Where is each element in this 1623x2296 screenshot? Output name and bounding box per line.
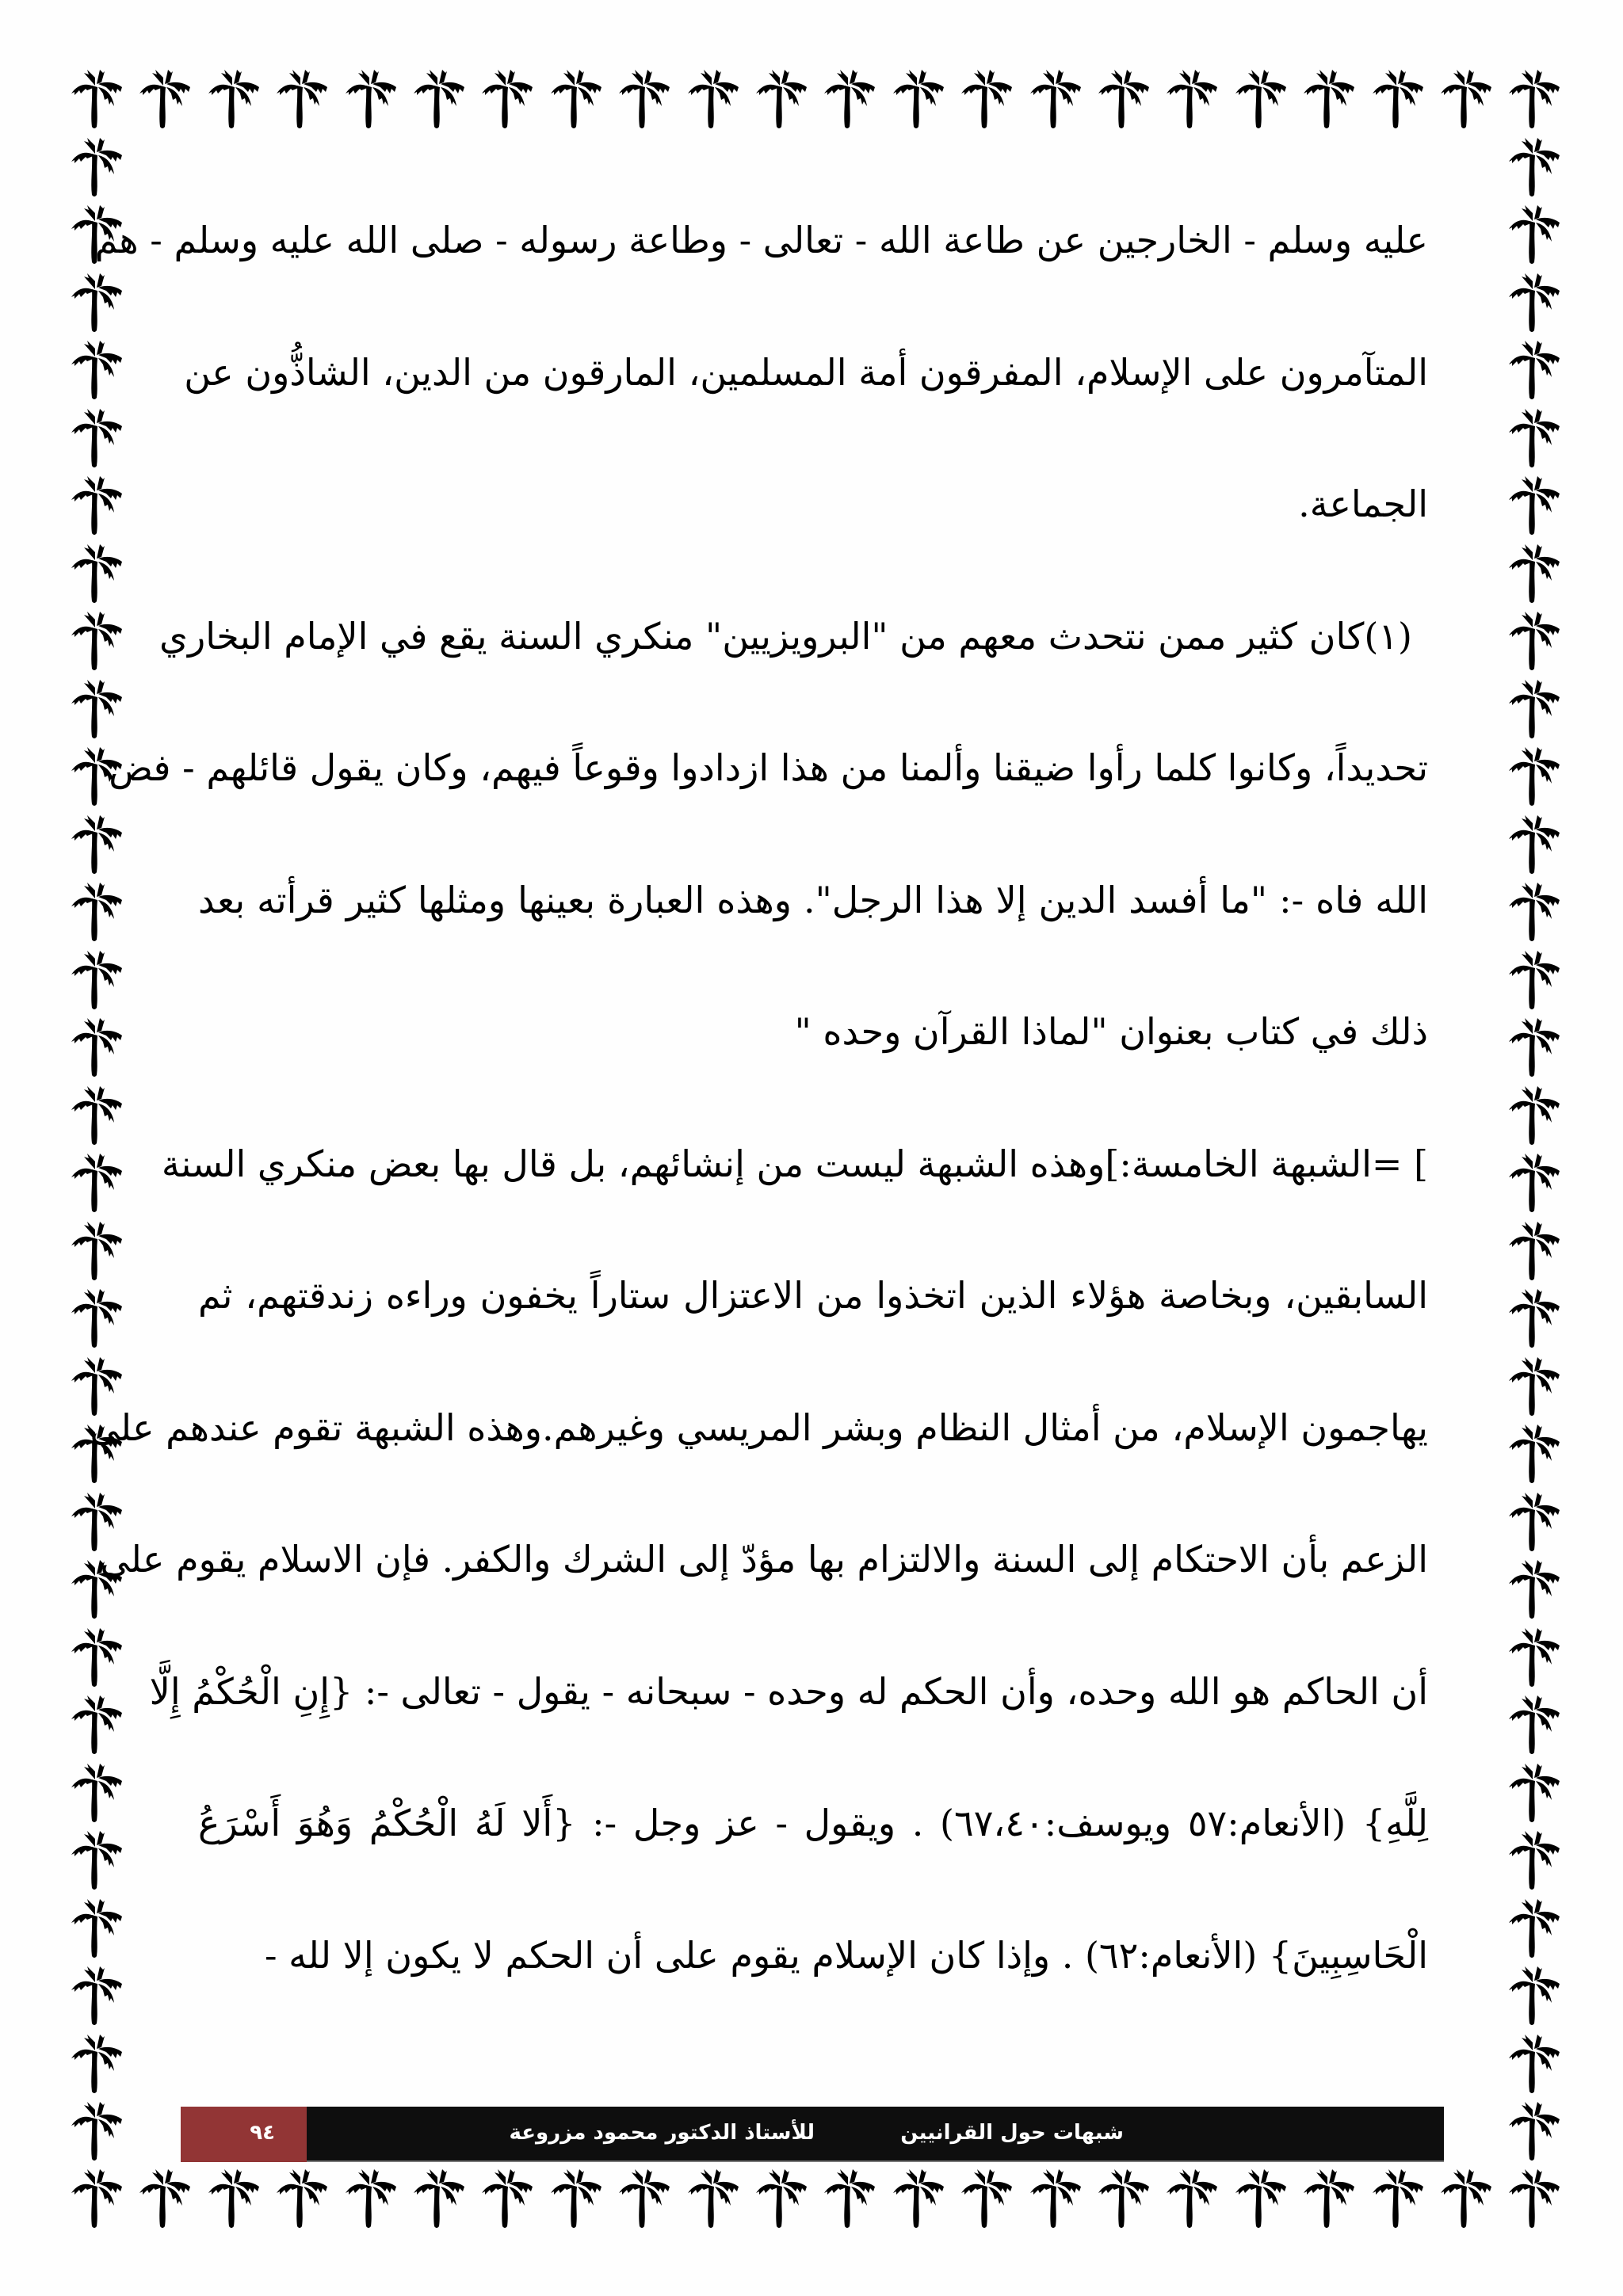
palm-tree-icon: [68, 339, 125, 401]
palm-tree-icon: [753, 68, 810, 130]
palm-tree-icon: [1506, 2033, 1563, 2095]
palm-tree-icon: [1506, 1897, 1563, 1959]
palm-tree-icon: [68, 2033, 125, 2095]
palm-tree-icon: [273, 68, 330, 130]
palm-tree-icon: [342, 2168, 399, 2229]
palm-tree-icon: [1506, 1016, 1563, 1078]
palm-tree-icon: [1163, 68, 1220, 130]
palm-tree-icon: [1506, 1762, 1563, 1824]
palm-tree-icon: [1506, 68, 1563, 130]
palm-tree-icon: [68, 475, 125, 536]
palm-tree-icon: [68, 949, 125, 1011]
palm-tree-icon: [411, 68, 468, 130]
palm-tree-icon: [1506, 678, 1563, 740]
palm-tree-icon: [616, 68, 673, 130]
palm-tree-icon: [548, 68, 605, 130]
palm-tree-icon: [68, 1694, 125, 1756]
palm-tree-icon: [821, 68, 878, 130]
palm-tree-icon: [68, 881, 125, 943]
palm-tree-icon: [273, 2168, 330, 2229]
palm-tree-icon: [1163, 2168, 1220, 2229]
palm-tree-icon: [1506, 1287, 1563, 1349]
palm-tree-icon: [68, 1627, 125, 1688]
palm-tree-icon: [1506, 1558, 1563, 1620]
palm-tree-icon: [68, 1152, 125, 1214]
palm-tree-icon: [1300, 68, 1358, 130]
text-line: الجماعة.: [1298, 482, 1428, 525]
palm-tree-icon: [1506, 1965, 1563, 2027]
quran-quote-line: لِلَّهِ} (الأنعام:٥٧ ويوسف:٦٧،٤٠) . ويقول - عز وجل -: {أَلا لَهُ الْحُكْمُ وَهُوَ أَسْرَعُ: [198, 1802, 1429, 1844]
palm-tree-icon: [1506, 746, 1563, 807]
palm-tree-icon: [890, 68, 947, 130]
palm-tree-icon: [548, 2168, 605, 2229]
palm-tree-icon: [1369, 68, 1426, 130]
palm-tree-icon: [68, 1829, 125, 1891]
palm-tree-icon: [1438, 68, 1495, 130]
palm-tree-icon: [1506, 1627, 1563, 1688]
text-line: عليه وسلم - الخارجين عن طاعة الله - تعالى - وطاعة رسوله - صلى الله عليه وسلم - هم: [94, 219, 1428, 261]
palm-tree-icon: [68, 1762, 125, 1824]
palm-tree-icon: [1506, 1356, 1563, 1417]
text-line: الزعم بأن الاحتكام إلى السنة والالتزام بها مؤدّ إلى الشرك والكفر. فإن الاسلام يقوم على: [100, 1538, 1428, 1581]
palm-tree-icon: [411, 2168, 468, 2229]
palm-tree-icon: [958, 68, 1015, 130]
palm-tree-icon: [1027, 68, 1084, 130]
footer-book-title: شبهات حول القرانيين: [900, 2121, 1124, 2145]
palm-tree-icon: [1506, 543, 1563, 605]
palm-tree-icon: [1027, 2168, 1084, 2229]
palm-tree-icon: [1095, 2168, 1152, 2229]
palm-tree-icon: [205, 68, 262, 130]
page-number: ٩٤: [181, 2107, 307, 2162]
palm-tree-icon: [68, 543, 125, 605]
palm-tree-icon: [1506, 339, 1563, 401]
palm-tree-icon: [68, 68, 125, 130]
text-line: تحديداً، وكانوا كلما رأوا ضيقنا وألمنا من هذا ازدادوا وقوعاً فيهم، وكان يقول قائلهم - فض: [109, 746, 1428, 789]
text-line: السابقين، وبخاصة هؤلاء الذين اتخذوا من الاعتزال ستاراً يخفون وراءه زندقتهم، ثم: [198, 1274, 1428, 1317]
palm-tree-icon: [1506, 407, 1563, 469]
palm-tree-icon: [1506, 1491, 1563, 1553]
page-footer: [181, 2107, 1444, 2162]
footer-author: للأستاذ الدكتور محمود مزروعة: [509, 2121, 815, 2145]
palm-tree-icon: [1506, 1829, 1563, 1891]
palm-tree-icon: [342, 68, 399, 130]
palm-tree-icon: [479, 2168, 536, 2229]
palm-tree-icon: [1506, 1220, 1563, 1282]
palm-tree-icon: [1506, 814, 1563, 875]
palm-tree-icon: [1506, 1152, 1563, 1214]
text-line: أن الحاكم هو الله وحده، وأن الحكم له وحده - سبحانه - يقول - تعالى -: {إِنِ الْحُكْمُ إِلَّا: [149, 1669, 1428, 1713]
palm-tree-icon: [1506, 881, 1563, 943]
palm-tree-icon: [1506, 610, 1563, 672]
palm-tree-icon: [1300, 2168, 1358, 2229]
palm-tree-icon: [1506, 136, 1563, 198]
palm-tree-icon: [1506, 475, 1563, 536]
body-text: [90, 174, 1429, 2021]
palm-tree-icon: [1095, 68, 1152, 130]
palm-tree-icon: [68, 610, 125, 672]
palm-tree-icon: [616, 2168, 673, 2229]
palm-tree-icon: [958, 2168, 1015, 2229]
palm-tree-icon: [68, 1965, 125, 2027]
text-line: الله فاه -: "ما أفسد الدين إلا هذا الرجل". وهذه العبارة بعينها ومثلها كثير قرأته بعد: [198, 878, 1428, 921]
palm-tree-icon: [68, 1085, 125, 1146]
palm-tree-icon: [136, 68, 193, 130]
palm-tree-icon: [68, 407, 125, 469]
palm-tree-icon: [205, 2168, 262, 2229]
palm-tree-icon: [68, 2100, 125, 2162]
palm-tree-icon: [1232, 2168, 1289, 2229]
section-heading-line: ] =الشبهة الخامسة:]وهذه الشبهة ليست من إنشائهم، بل قال بها بعض منكري السنة: [161, 1142, 1428, 1185]
palm-tree-icon: [68, 2168, 125, 2229]
palm-tree-icon: [685, 2168, 742, 2229]
palm-tree-icon: [1506, 2100, 1563, 2162]
palm-tree-icon: [68, 1287, 125, 1349]
palm-tree-icon: [685, 68, 742, 130]
palm-tree-icon: [1369, 2168, 1426, 2229]
footnote-line: (١)كان كثير ممن نتحدث معهم من "البرويزيين" منكري السنة يقع في الإمام البخاري: [159, 614, 1412, 658]
palm-tree-icon: [136, 2168, 193, 2229]
text-line: الْحَاسِبِينَ} (الأنعام:٦٢) . وإذا كان الإسلام يقوم على أن الحكم لا يكون إلا لله -: [264, 1933, 1428, 1977]
palm-tree-icon: [753, 2168, 810, 2229]
palm-tree-icon: [1506, 2168, 1563, 2229]
palm-tree-icon: [1506, 272, 1563, 334]
text-line: المتآمرون على الإسلام، المفرقون أمة المسلمين، المارقون من الدين، الشاذُّون عن: [184, 350, 1428, 394]
palm-tree-icon: [1506, 1423, 1563, 1485]
text-line: ذلك في كتاب بعنوان "لماذا القرآن وحده ": [794, 1010, 1428, 1053]
palm-tree-icon: [890, 2168, 947, 2229]
palm-tree-icon: [821, 2168, 878, 2229]
palm-tree-icon: [68, 1897, 125, 1959]
palm-tree-icon: [479, 68, 536, 130]
palm-tree-icon: [68, 1220, 125, 1282]
text-line: يهاجمون الإسلام، من أمثال النظام وبشر المريسي وغيرهم.وهذه الشبهة تقوم عندهم على: [90, 1405, 1428, 1449]
palm-tree-icon: [1506, 949, 1563, 1011]
palm-tree-icon: [1232, 68, 1289, 130]
palm-tree-icon: [1506, 204, 1563, 265]
palm-tree-icon: [1506, 1694, 1563, 1756]
palm-tree-icon: [68, 1016, 125, 1078]
palm-tree-icon: [1438, 2168, 1495, 2229]
palm-tree-icon: [1506, 1085, 1563, 1146]
